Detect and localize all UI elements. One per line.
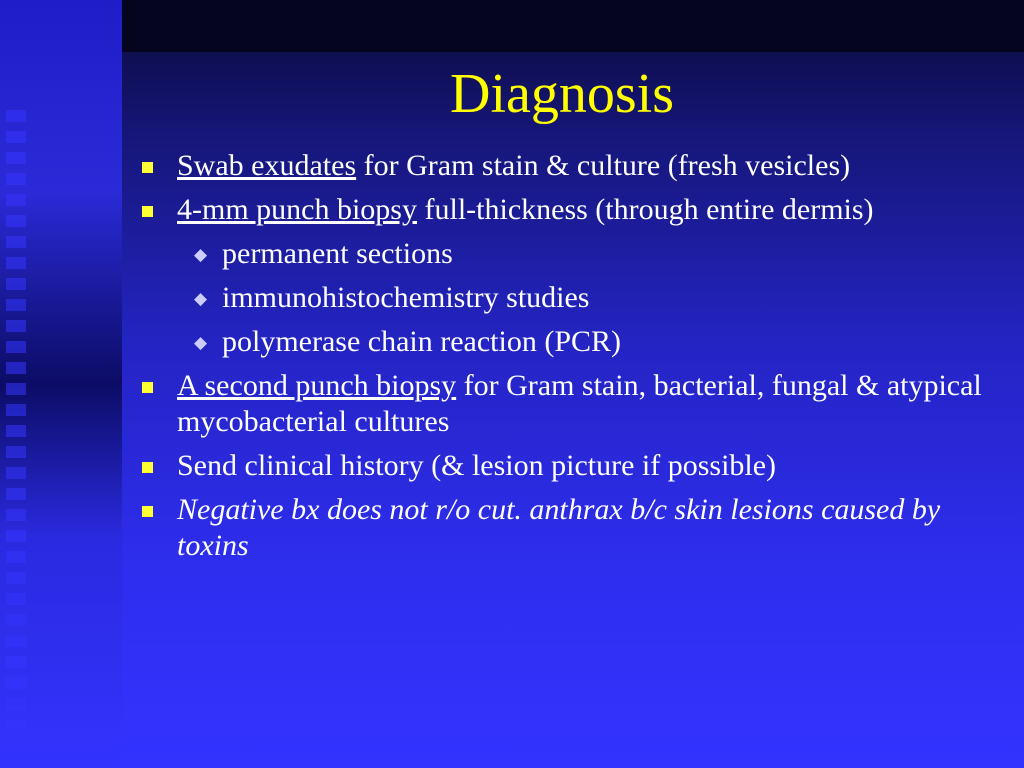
- bullet-link-text: Swab exudates: [177, 149, 357, 182]
- bullet-item: [140, 492, 1000, 564]
- bullet-item: [140, 368, 1000, 440]
- square-bullet-icon: [142, 206, 153, 217]
- sub-bullet-item: [140, 236, 1000, 272]
- bullet-text: Send clinical history (& lesion picture if possible): [177, 449, 777, 482]
- bullet-text: full-thickness (through entire dermis): [417, 193, 874, 226]
- bullet-list: [140, 148, 1000, 572]
- decorative-top-band: [122, 0, 1024, 52]
- bullet-item: [140, 448, 1000, 484]
- sub-bullet-text: polymerase chain reaction (PCR): [222, 325, 622, 358]
- square-bullet-icon: [142, 506, 153, 517]
- square-bullet-icon: [142, 382, 153, 393]
- square-bullet-icon: [142, 162, 153, 173]
- diamond-bullet-icon: ◆: [194, 289, 208, 308]
- bullet-text: Negative bx does not r/o cut. anthrax b/c skin lesions caused by toxins: [177, 493, 941, 562]
- slide-title: Diagnosis: [450, 63, 674, 125]
- bullet-link-text: A second punch biopsy: [177, 369, 457, 402]
- sub-bullet-item: [140, 324, 1000, 360]
- bullet-text: for Gram stain & culture (fresh vesicles): [356, 149, 851, 182]
- decorative-pixel-column: [0, 110, 30, 730]
- diamond-bullet-icon: ◆: [194, 245, 208, 264]
- bullet-text: for Gram stain, bacterial, fungal & atypical mycobacterial cultures: [177, 369, 982, 438]
- sub-bullet-item: [140, 280, 1000, 316]
- bullet-item: [140, 148, 1000, 184]
- sub-bullet-text: permanent sections: [222, 237, 453, 270]
- bullet-item: [140, 192, 1000, 228]
- square-bullet-icon: [142, 462, 153, 473]
- bullet-link-text: 4-mm punch biopsy: [177, 193, 417, 226]
- diamond-bullet-icon: ◆: [194, 333, 208, 352]
- sub-bullet-text: immunohistochemistry studies: [222, 281, 590, 314]
- decorative-left-band: [0, 0, 122, 768]
